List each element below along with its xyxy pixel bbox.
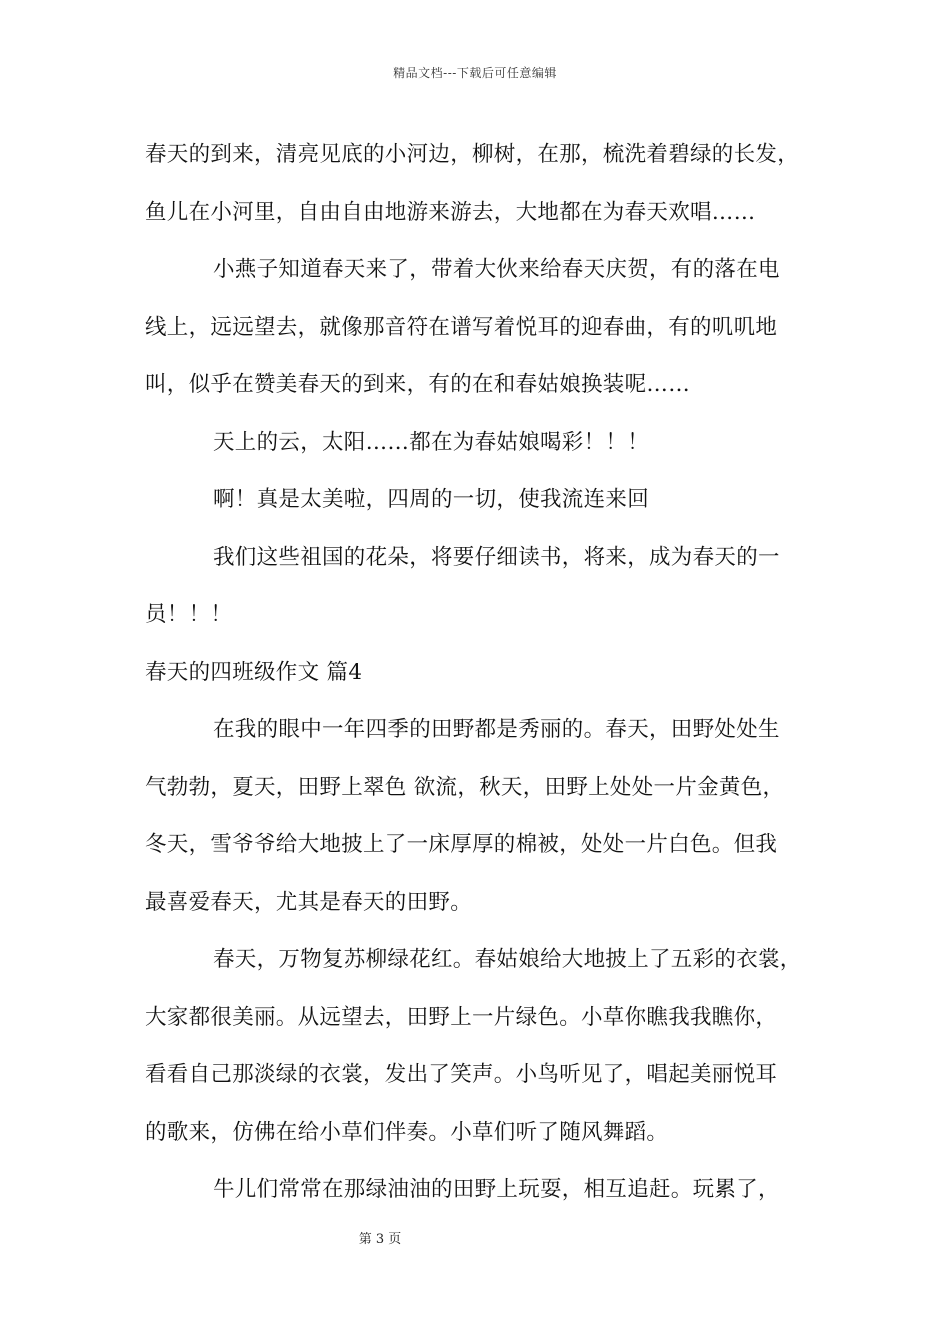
text-line: 最喜爱春天，尤其是春天的田野。	[145, 889, 473, 915]
document-body	[145, 126, 835, 1219]
text-line: 春天的到来，清亮见底的小河边，柳树，在那，梳洗着碧绿的长发，	[145, 142, 800, 167]
section-heading: 春天的四班级作文 篇4	[145, 659, 363, 685]
text-line: 叫，似乎在赞美春天的到来，有的在和春姑娘换装呢……	[145, 372, 691, 397]
text-line: 员！！！	[145, 602, 233, 627]
text-line: 啊！真是太美啦，四周的一切，使我流连来回	[213, 487, 650, 512]
text-line: 的歌来，仿佛在给小草们伴奏。小草们听了随风舞蹈。	[145, 1119, 669, 1145]
page-number: 第 3 页	[358, 1232, 402, 1247]
text-line: 大家都很美丽。从远望去，田野上一片绿色。小草你瞧我我瞧你，	[145, 1004, 778, 1030]
text-line: 小燕子知道春天来了，带着大伙来给春天庆贺，有的落在电	[213, 257, 780, 282]
text-line: 气勃勃，夏天，田野上翠色 欲流，秋天，田野上处处一片金黄色，	[145, 774, 785, 800]
page-header: 精品文档---下载后可任意编辑	[393, 66, 557, 80]
text-line: 鱼儿在小河里，自由自由地游来游去，大地都在为春天欢唱……	[145, 199, 756, 225]
text-line: 在我的眼中一年四季的田野都是秀丽的。春天，田野处处生	[213, 717, 780, 742]
text-line: 春天，万物复苏柳绿花红。春姑娘给大地披上了五彩的衣裳，	[213, 947, 802, 972]
text-line: 天上的云，太阳……都在为春姑娘喝彩！！！	[213, 429, 650, 455]
text-line: 线上，远远望去，就像那音符在谱写着悦耳的迎春曲，有的叽叽地	[145, 314, 778, 340]
text-line: 看看自己那淡绿的衣裳，发出了笑声。小鸟听见了，唱起美丽悦耳	[145, 1062, 778, 1087]
text-line: 我们这些祖国的花朵，将要仔细读书，将来，成为春天的一	[213, 544, 780, 570]
text-line: 牛儿们常常在那绿油油的田野上玩耍，相互追赶。玩累了，	[213, 1177, 780, 1202]
text-line: 冬天，雪爷爷给大地披上了一床厚厚的棉被，处处一片白色。但我	[145, 832, 778, 857]
